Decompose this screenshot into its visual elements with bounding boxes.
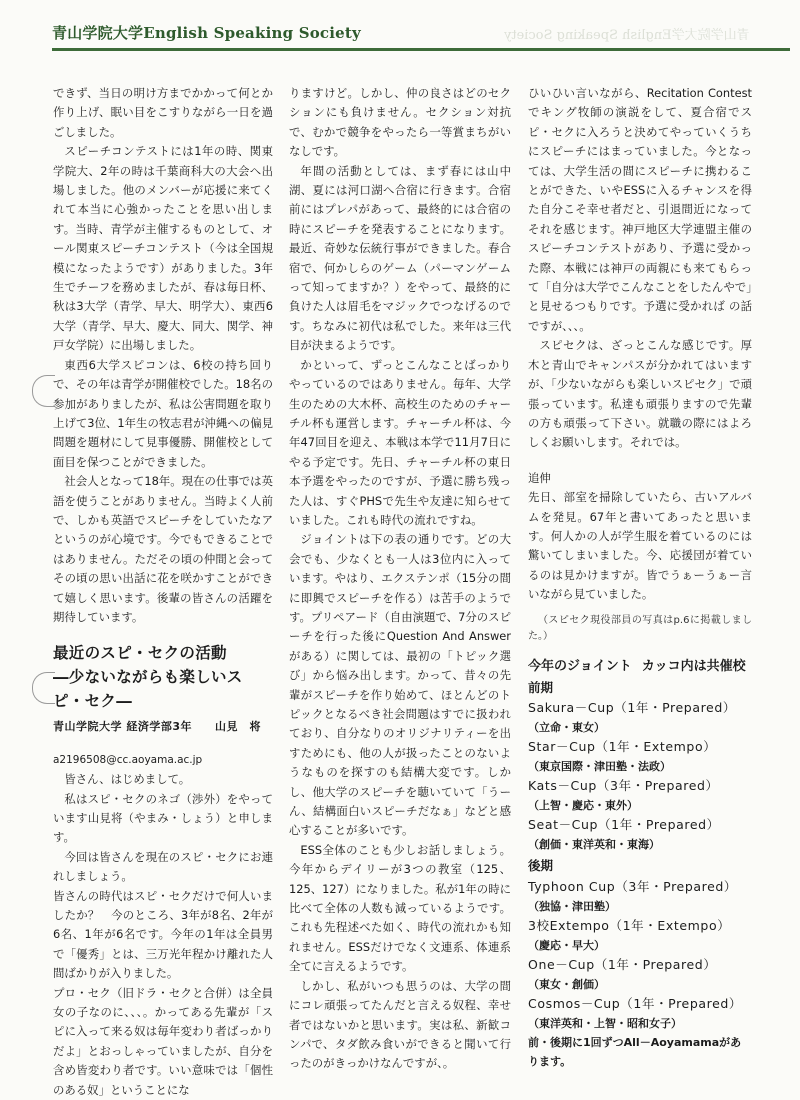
cup-name: Cosmos－Cup（1年・Prepared） [528,995,743,1011]
cup-name: Sakura－Cup（1年・Prepared） [528,700,736,716]
cup-schools: （創価・東洋英和・東海） [528,838,660,852]
postscript-heading: 追伸 [528,470,551,485]
cup-entry [528,877,752,916]
joint-footer: 前・後期に1回ずつAll－Aoyamamaがあります。 [528,1035,742,1068]
binder-hole [32,375,55,407]
term-second-half: 後期 [528,858,554,874]
cup-schools: （独協・津田塾） [528,899,616,913]
header-rule [52,48,790,51]
photo-note: （スピセク現役部員の写真はp.6に掲載しました。） [528,614,752,642]
article-title-line: 最近のスピ・セクの活動 [53,644,227,663]
column-3 [528,84,752,1071]
paragraph: スピーチコンテストには1年の時、関東学院大、2年の時は千葉商科大の大会へ出場しました。他のメンバーが応援に来てくれて本当に心強かったことを思い出します。当時、青学が主催するものとして、オール関東スピーチコンテスト（今は全国規模になったようです）がありました。3年生でチーフを務めましたが、春は毎日杯、秋は3大学（青学、早大、明学大）、東西6大学（青学、早大、慶大、同大、関学、神戸女学院）に出場しました。 [53,144,273,353]
column-1 [53,84,273,1100]
cup-schools: （立命・東女） [528,721,605,735]
column-2 [289,84,511,1074]
cup-name: Typhoon Cup（3年・Prepared） [528,878,738,894]
paragraph: できず、当日の明け方までかかって何とか作り上げ、眠い目をこすりながら一日を過ごしました。 [53,86,273,139]
paragraph: 私はスピ・セクのネゴ（渉外）をやっています山見将（やまみ・しょう）と申します。 [53,791,273,845]
cup-entry [528,955,752,994]
cup-name: Star－Cup（1年・Extempo） [528,739,717,755]
paragraph: ESS全体のことも少しお話しましょう。今年からデイリーが3つの教室（125、125、127）になりました。私が1年の時に比べて全体の人数も減っているようです。これも先程述べた如く、時代の流れかも知れません。ESSだけでなく文連系、体連系全てに言えるようです。 [289,842,511,974]
cup-schools: （上智・慶応・東外） [528,799,638,813]
paragraph: スピセクは、ざっとこんな感じです。厚木と青山でキャンパスが分かれてはいますが、「少ないながらも楽しいスピセク」で頑張っています。私達も頑張りますので先輩の方も頑張って下さい。就職の際にはよろしくお願いします。それでは。 [528,338,752,450]
header-title: 青山学院大学English Speaking Society [52,24,361,42]
paragraph: 年間の活動としては、まず春には山中湖、夏には河口湖へ合宿に行きます。合宿前にはプレパがあって、最終的には合宿の時にスピーチを発表することになります。最近、奇妙な伝統行事ができました。春合宿で、何かしらのゲーム（パーマンゲームって知ってますか？）をやって、最終的に負けた人は眉毛をマジックでつなげるのです。ちなみに初代は私でした。来年は三代目が決まるようです。 [289,163,511,353]
paragraph: りますけど。しかし、仲の良さはどのセクションにも負けません。セクション対抗で、むかで競争をやったら一等賞まちがいなしです。 [289,86,511,159]
article-subtitle: ―少ないながらも楽しいスピ・セク― [53,668,243,711]
cup-entry [528,737,752,776]
author-byline: 青山学院大学 経済学部3年 山見 将 [53,720,261,734]
cup-schools: （東女・創価） [528,977,605,991]
paragraph: 社会人となって18年。現在の仕事では英語を使うことがありません。当時よく人前で、しかも英語でスピーチをしていたなアというのが心境です。今でもできることではありません。ただその頃の仲間と会ってその頃の思い出話に花を咲かすことができて嬉しく思います。後輩の皆さんの活躍を期待しています。 [53,474,273,624]
cup-entry [528,916,752,955]
paragraph: しかし、私がいつも思うのは、大学の間にコレ頑張ってたんだと言える奴程、幸せ者ではないかと思います。実は私、新歓コンパで、タダ飲み食いができると聞いて行ったのがきっかけなんですが、。 [289,978,511,1071]
cup-name: Seat－Cup（1年・Prepared） [528,817,720,833]
cup-entry [528,776,752,815]
paragraph: 東西6大学スピコンは、6校の持ち回りで、その年は青学が開催校でした。18名の参加がありましたが、私は公害問題を取り上げて3位、1年生の牧志君が沖縄への偏見問題を題材にして見事優勝、開催校として面目を保つことができました。 [53,357,273,469]
term-first-half: 前期 [528,679,554,695]
cup-name: 3校Extempo（1年・Extempo） [528,917,731,933]
paragraph: 今回は皆さんを現在のスピ・セクにお連れしましょう。 [53,849,273,884]
cup-entry [528,698,752,737]
joint-title: 今年のジョイント [528,658,632,674]
joint-subtitle: カッコ内は共催校 [641,658,746,674]
page-header [30,22,770,48]
paragraph: ジョイントは下の表の通りです。どの大会でも、少なくとも一人は3位内に入っています。やはり、エクステンポ（15分の間に即興でスピーチを作る）は苦手のようです。プリペアード（自由演題で、7分のスピーチを行った後にQuestion And Answer がある）に関しては、最初の「トピック選び」から悩み出します。かって、昔々の先輩がスピーチを作り始めて、ほとんどのトピックとなるべき社会問題はすでに扱われており、自分なりのオリジナリティーを出すためにも、他の人が扱ったことのないようなものを探すのも結構大変です。しかし、他大学のスピーチを聴いていて「うーん、結構面白いスピーチだなぁ」などと感心することが多いです。 [289,532,511,838]
cup-schools: （慶応・早大） [528,938,605,952]
cup-schools: （東洋英和・上智・昭和女子） [528,1016,682,1030]
paragraph: 皆さんの時代はスピ・セクだけで何人いましたか？ 今のところ、3年が8名、2年が6名、1年が6名です。今年の1年は全員男で「優秀」とは、三万光年程かけ離れた人間ばかりが入りました。 [53,888,273,981]
header-bleed-through: 青山学院大学English Speaking Society [504,28,750,43]
binder-hole [32,672,55,704]
article-title [53,641,273,713]
cup-name: Kats－Cup（3年・Prepared） [528,778,719,794]
cup-name: One－Cup（1年・Prepared） [528,956,717,972]
paragraph: プロ・セク（旧ドラ・セクと合併）は全員女の子なのに、、、。かってある先輩が「スピに入って来る奴は毎年変わり者ばっかりだよ」とおっしゃっていましたが、自分を含め皆変わり者です。いい意味では「個性のある奴」ということにな [53,985,273,1097]
paragraph: かといって、ずっとこんなことばっかりやっているのではありません。毎年、大学生のための大木杯、高校生のためのチャーチル杯も運営します。チャーチル杯は、今年47回目を迎え、本戦は本学で11月7日にやる予定です。先日、チャーチル杯の東日本予選をやったのですが、予選に勝ち残った人は、すぐPHSで先生や友達に知らせていました。これも時代の流れですね。 [289,357,511,527]
cup-schools: （東京国際・津田塾・法政） [528,760,671,774]
joint-table-title [528,657,752,676]
postscript: 先日、部室を掃除していたら、古いアルバムを発見。67年と書いてあったと思います。何人かの人が学生服を着ているのには驚いてしまいました。今、応援団が着ているのは見かけますが。皆でうぁーうぁー言いながら見ていました。 [528,490,752,602]
paragraph: ひいひい言いながら、Recitation Contestでキング牧師の演説をして、夏合宿でスピ・セクに入ろうと決めてやっていくうちにスピーチにはまっていました。今となっては、大学生活の間にスピーチに携わることができた、いやESSに入るチャンスを得た自分こそ幸せ者だと、引退間近になってそれを感じます。神戸地区大学連盟主催のスピーチコンテストがあり、予選に受かった際、本戦には神戸の両親にも来てもらって「自分は大学でこんなことをしたんやで」と見せるつもりです。予選に受かれば の話ですが、、、。 [528,86,752,333]
cup-entry [528,994,752,1033]
cup-entry [528,815,752,854]
paragraph: 皆さん、はじめまして。 [64,772,191,787]
author-email: a2196508@cc.aoyama.ac.jp [53,753,203,766]
